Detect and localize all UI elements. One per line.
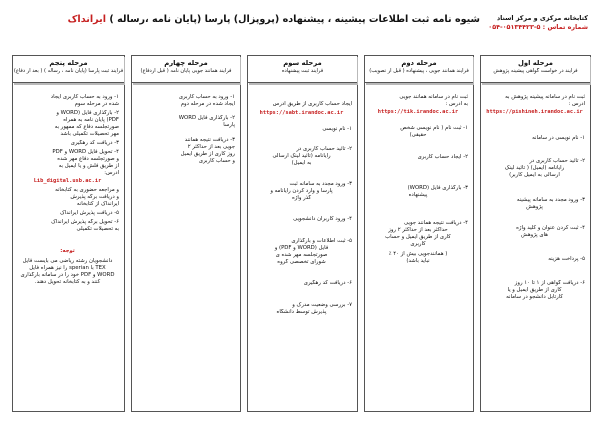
line: ۳- دریافت کد رهگیری: [70, 140, 119, 146]
line: ۳- ورود مجدد به سامانه پیشینه: [516, 197, 585, 203]
line: ایجاد شده در مرحله دوم: [180, 101, 235, 107]
line: به آدرس :: [445, 101, 468, 107]
line: ۷- بررسی وضعیت مدرک و: [292, 302, 352, 308]
line: کاربری: [410, 241, 426, 247]
line: رایانامه (ایمیل) ( تائید لینک: [504, 165, 565, 171]
stage-column-2: [364, 55, 474, 412]
note-heading: توجه:: [60, 248, 75, 254]
line: ۶- دریافت گواهی از ۱ تا ۱۰ روز: [514, 280, 585, 286]
stage-subtitle: فرآیند ثبت پیشنهاده: [281, 68, 324, 74]
line: از طریق فلش و یا ایمیل به: [58, 163, 119, 169]
stage-column-5: [12, 55, 125, 412]
line: ۱- ورود به حساب کاربری ایجاد: [50, 94, 119, 100]
stage-header-5: [13, 55, 124, 83]
stage-subtitle: فرآیند همانند جویی ، پیشنهاده ( قبل از تصویب): [369, 68, 469, 74]
line: ۲- بارگذاری فایل (WORD و: [56, 110, 119, 116]
line: پذیرش توسط دانشگاه: [276, 309, 327, 315]
line: ۱- ورود به حساب کاربری: [178, 94, 235, 100]
line: صورتجلسه دفاع که ممهور به: [54, 124, 119, 130]
email-address[interactable]: Lib_digital.usb.ac.ir: [33, 178, 102, 184]
line: رایانامه (تائید لینک ارسالی: [272, 153, 331, 159]
line: ۲- تائید حساب کاربری در: [296, 146, 352, 152]
stage-title: مرحله چهارم: [164, 59, 208, 67]
line: ۵- پرداخت هزینه: [548, 256, 585, 262]
line: کاری از طریق ایمیل و یا: [507, 287, 562, 293]
page-title: [67, 14, 480, 26]
note-line: دانشجویان رشته ریاضی می بایست فایل: [22, 258, 113, 264]
line: ثبت نام در سامانه پیشینه پژوهش به: [505, 94, 585, 100]
line: کارتابل دانشجو در سامانه: [506, 294, 563, 300]
note-line: TEX با sperian را نیز همراه فایل: [29, 265, 106, 271]
line: روز کاری از طریق ایمیل: [180, 151, 235, 157]
line: و مراجعه حضوری به کتابخانه: [55, 187, 119, 193]
line: و صورتجلسه دفاع مهر شده: [57, 156, 119, 162]
line: آدرس :: [568, 101, 585, 107]
stage-subtitle: فرآیند ثبت پارسا (پایان نامه ، رساله ) ( بعد از دفاع): [13, 68, 124, 74]
line: نباید باشد): [406, 258, 430, 264]
url-link[interactable]: https://tik.irandoc.ac.ir: [377, 109, 459, 115]
stage-subtitle: فرایند در خواست گواهی پیشینه پژوهش: [493, 68, 578, 74]
line: های پژوهش: [521, 232, 548, 238]
stage-title: مرحله سوم: [283, 59, 322, 67]
line: ۱- نام نویسی: [322, 126, 352, 132]
org-name: کتابخانه مرکزی و مرکز اسناد: [496, 14, 588, 22]
line: فایل (WORD و PDF) و: [274, 245, 329, 251]
line: ۱- نام نویسی در سامانه: [532, 135, 585, 141]
stage-column-4: [131, 55, 241, 412]
stage-content-3: [248, 94, 357, 411]
org-phone: شماره تماس : ۵-۰۵۱۳۴۴۲۳-۰۵۴: [488, 23, 588, 31]
line: ۴- تحویل فایل WORD و PDF: [52, 149, 119, 155]
line: ۴- ثبت کردن عنوان و کلید واژه: [516, 225, 585, 231]
stage-content-1: [481, 94, 590, 411]
line: پارسا: [223, 122, 235, 128]
stage-title: مرحله دوم: [401, 59, 437, 67]
line: ۲- بارگذاری فایل WORD: [178, 115, 235, 121]
line: ارسالی به ایمیل کاربر): [509, 172, 560, 178]
line: شورای تخصصی گروه: [277, 259, 326, 265]
line: شده در مرحله سوم: [74, 101, 119, 107]
stage-title: مرحله پنجم: [49, 59, 88, 67]
line: گذر واژه: [291, 195, 312, 201]
line: پژوهش: [526, 204, 543, 210]
title-brand: ایرانداک: [67, 14, 106, 25]
line: کاری از طریق ایمیل و حساب: [385, 234, 451, 240]
note-line: کنند و به کتابخانه تحویل دهند.: [34, 279, 101, 285]
line: صورتجلسه مهر شده ی: [275, 252, 328, 258]
line: ۲- تائید حساب کاربری در: [529, 158, 585, 164]
line: حقیقی): [409, 132, 427, 138]
line: جویی بعد از حداکثر ۲: [187, 144, 235, 150]
stage-header-2: [365, 55, 473, 83]
stage-content-2: [365, 94, 473, 411]
line: و دریافت برگه پذیرش: [70, 194, 119, 200]
url-link[interactable]: https://sabt.irandoc.ac.ir: [259, 110, 344, 116]
note-line: WORD و PDF خود را در سامانه بارگذاری: [20, 272, 115, 278]
line: پارسا و وارد کردن رایانامه و: [270, 188, 333, 194]
line: ( همانندجویی بیش از ۴۰ ٪: [388, 251, 448, 257]
line: ۴- دریافت نتیجه همانند جویی: [404, 220, 468, 226]
line: ۵- دریافت پذیرش ایرانداک: [60, 210, 119, 216]
line: ۴- ورود کاربران دانشجویی: [293, 216, 352, 222]
title-text: شیوه نامه ثبت اطلاعات پیشینه ، پیشنهاده (پروپزال) پارسا (پایان نامه ،رساله ): [106, 14, 480, 25]
line: PDF) پایان نامه به همراه: [63, 117, 119, 123]
line: به تحصیلات تکمیلی: [76, 226, 119, 232]
line: ۵- ثبت اطلاعات و بارگذاری: [291, 238, 352, 244]
line: و حساب کاربری: [198, 158, 235, 164]
line: ثبت نام در سامانه همانند جویی: [399, 94, 468, 100]
line: ۶- دریافت کد رهگیری: [303, 280, 352, 286]
org-info: [478, 14, 588, 32]
line: مهر تحصیلات تکمیلی باشد: [60, 131, 119, 137]
line: ۶- تحویل برگه پذیرش ایرانداک: [51, 219, 119, 225]
line: ۳- بارگذاری فایل (WORD): [407, 185, 468, 191]
stage-header-1: [481, 55, 590, 83]
line: به ایمیل): [291, 160, 312, 166]
line: آدرس:: [104, 170, 119, 176]
stage-header-4: [132, 55, 240, 83]
stage-column-1: [480, 55, 591, 412]
stage-header-3: [248, 55, 357, 83]
stage-column-3: [247, 55, 358, 412]
line: ۳- دریافت نتیجه همانند: [184, 137, 235, 143]
stage-content-5: [13, 94, 124, 411]
stage-title: مرحله اول: [517, 59, 554, 67]
line: حداکثر بعد از حداکثر ۲ روز: [388, 227, 448, 233]
line: ایجاد حساب کاربری از طریق آدرس: [272, 101, 352, 107]
line: ۱- ثبت نام ( نام نویسی شخص: [400, 125, 468, 131]
line: پیشنهاده: [408, 192, 428, 198]
line: ۲- ایجاد حساب کاربری: [417, 154, 468, 160]
stage-content-4: [132, 94, 240, 411]
line: ایرانداک از کتابخانه: [76, 201, 119, 207]
stage-subtitle: فرآیند همانند جویی پایان نامه ( قبل ازدفاع): [140, 68, 232, 74]
url-link[interactable]: https://pishineh.irandoc.ac.ir: [486, 109, 583, 115]
line: ۳- ورود مجدد به سامانه ثبت: [289, 181, 352, 187]
